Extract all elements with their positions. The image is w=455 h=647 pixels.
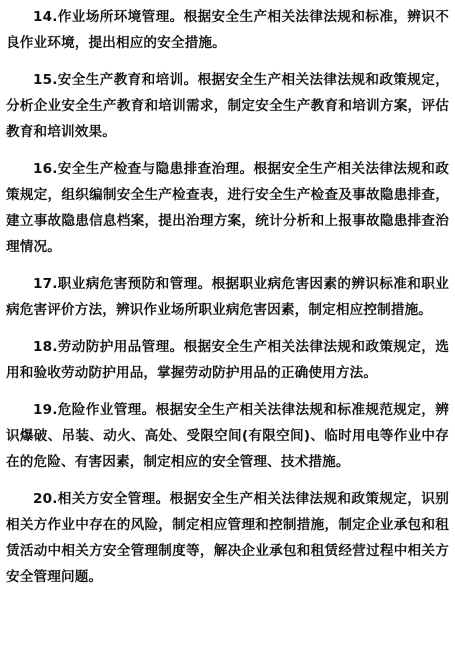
- list-item: [6, 397, 449, 475]
- item-number: 17.: [33, 276, 58, 292]
- item-number: 20.: [33, 491, 58, 507]
- paragraph: [6, 4, 449, 56]
- item-body: 根据安全生产相关法律法规和标准，辨识不良作业环境，提出相应的安全措施。: [6, 9, 449, 51]
- item-body: 根据安全生产相关法律法规和政策规定，分析企业安全生产教育和培训需求，制定安全生产教育和培训方案，评估教育和培训效果。: [6, 72, 449, 140]
- list-item: [6, 4, 449, 56]
- item-body: 根据安全生产相关法律法规和政策规定，选用和验收劳动防护用品，掌握劳动防护用品的正确使用方法。: [6, 339, 449, 381]
- list-item: [6, 67, 449, 145]
- paragraph: [6, 156, 449, 260]
- item-body: 根据安全生产相关法律法规和标准规范规定，辨识爆破、吊装、动火、高处、受限空间(有限空间)、临时用电等作业中存在的危险、有害因素，制定相应的安全管理、技术措施。: [6, 402, 449, 470]
- list-item: [6, 156, 449, 260]
- item-heading: 相关方安全管理。: [57, 491, 170, 507]
- paragraph: [6, 486, 449, 590]
- item-heading: 危险作业管理。: [57, 402, 156, 418]
- item-number: 19.: [33, 402, 58, 418]
- item-body: 根据安全生产相关法律法规和政策规定，识别相关方作业中存在的风险，制定相应管理和控制措施，制定企业承包和租赁活动中相关方安全管理制度等，解决企业承包和租赁经营过程中相关方安全管理问题。: [6, 491, 450, 585]
- item-body: 根据安全生产相关法律法规和政策规定，组织编制安全生产检查表，进行安全生产检查及事故隐患排查，建立事故隐患信息档案，提出治理方案，统计分析和上报事故隐患排查治理情况。: [6, 161, 449, 255]
- item-number: 16.: [33, 161, 58, 177]
- item-heading: 安全生产教育和培训。: [57, 72, 198, 88]
- list-item: [6, 271, 449, 323]
- paragraph: [6, 334, 449, 386]
- item-heading: 职业病危害预防和管理。: [57, 276, 212, 292]
- list-item: [6, 486, 449, 590]
- item-heading: 作业场所环境管理。: [57, 9, 184, 25]
- paragraph: [6, 271, 449, 323]
- paragraph: [6, 67, 449, 145]
- item-heading: 安全生产检查与隐患排查治理。: [57, 161, 254, 177]
- paragraph: [6, 397, 449, 475]
- item-number: 15.: [33, 72, 58, 88]
- item-heading: 劳动防护用品管理。: [57, 339, 184, 355]
- item-number: 14.: [33, 9, 58, 25]
- item-body: 根据职业病危害因素的辨识标准和职业病危害评价方法，辨识作业场所职业病危害因素，制定相应控制措施。: [6, 276, 449, 318]
- list-item: [6, 334, 449, 386]
- item-number: 18.: [33, 339, 58, 355]
